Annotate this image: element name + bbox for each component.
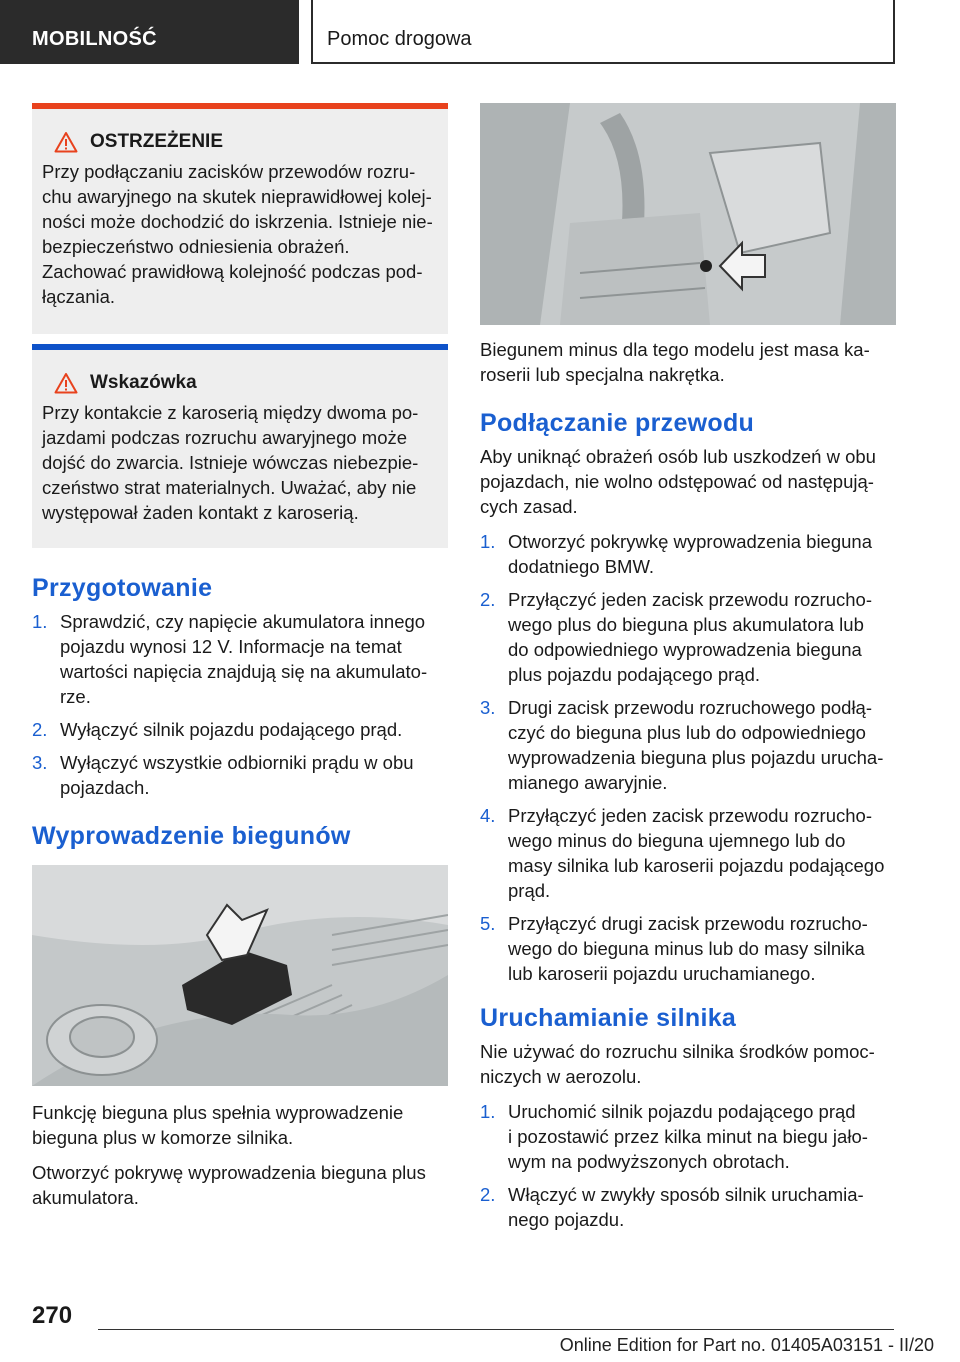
warning-triangle-icon [54, 131, 78, 153]
engine-bay-illustration [32, 865, 448, 1086]
left-column [32, 103, 448, 1210]
preparation-heading: Przygotowanie [32, 574, 213, 602]
edition-text: Online Edition for Part no. 01405A03151 - II/20 [559, 1335, 934, 1355]
chapter-label: Pomoc drogowa [327, 28, 472, 50]
list-item: 2. Włączyć w zwykły sposób silnik uruchamia- nego pojazdu. [480, 1184, 864, 1230]
starting-heading: Uruchamianie silnika [480, 1004, 737, 1032]
list-item: 4. Przyłączyć jeden zacisk przewodu rozrucho- wego minus do bieguna ujemnego lub do masy silnika lub karoserii pojazdu podającego prąd. [480, 805, 885, 901]
warning-box [32, 103, 448, 334]
negative-terminal-photo [480, 103, 896, 325]
list-item: 1. Otworzyć pokrywkę wyprowadzenia bieguna dodatniego BMW. [480, 531, 873, 577]
warning-triangle-icon [54, 372, 78, 394]
section-tab [0, 0, 299, 64]
terminals-para2: Otworzyć pokrywę wyprowadzenia bieguna plus akumulatora. [32, 1162, 426, 1208]
engine-bay-illustration [480, 103, 896, 325]
list-item: 1. Uruchomić silnik pojazdu podającego prąd i pozostawić przez kilka minut na biegu jało- wym na podwyższonych obrotach. [480, 1101, 868, 1172]
terminals-para1: Funkcję bieguna plus spełnia wyprowadzenie bieguna plus w komorze silnika. [32, 1102, 404, 1148]
list-item: 3. Drugi zacisk przewodu rozruchowego podłą- czyć do bieguna plus lub do odpowiedniego wyprowadzenia bieguna plus pojazdu urucha- mianego awaryjnie. [480, 697, 884, 793]
starting-steps [480, 1099, 896, 1232]
section-label: MOBILNOŚĆ [32, 28, 157, 50]
note-text: Przy kontakcie z karoserią między dwoma po- jazdami podczas rozruchu awaryjnego może dojść do zwarcia. Istnieje wówczas niebezpie- czeństwo strat materialnych. Uważać, aby nie występował żaden kontakt z karoserią. [42, 402, 419, 523]
list-item: 1. Sprawdzić, czy napięcie akumulatora innego pojazdu wynosi 12 V. Informacje na temat wartości napięcia znajdują się na akumulato- rze. [32, 611, 428, 707]
list-item: 5. Przyłączyć drugi zacisk przewodu rozrucho- wego do bieguna minus lub do masy silnika lub karoserii pojazdu uruchamianego. [480, 913, 868, 984]
minus-caption: Biegunem minus dla tego modelu jest masa ka- roserii lub specjalna nakrętka. [480, 339, 870, 385]
list-item: 2. Przyłączyć jeden zacisk przewodu rozrucho- wego plus do bieguna plus akumulatora lub do odpowiedniego wyprowadzenia bieguna plus pojazdu podającego prąd. [480, 589, 872, 685]
positive-terminal-photo [32, 865, 448, 1086]
page-number: 270 [32, 1302, 73, 1329]
warning-text: Przy podłączaniu zacisków przewodów rozru- chu awaryjnego na skutek nieprawidłowej kolej- ności może dochodzić do iskrzenia. Istnieje nie- bezpieczeństwo odniesienia obrażeń. Zachować prawidłową kolejność podczas pod- łączania. [42, 161, 433, 307]
warning-title-row [54, 131, 438, 153]
starting-intro: Nie używać do rozruchu silnika środków pomoc- niczych w aerozolu. [480, 1041, 875, 1087]
footer-divider [98, 1329, 894, 1330]
note-title-row [54, 372, 438, 394]
terminals-heading: Wyprowadzenie biegunów [32, 822, 351, 850]
list-item: 3. Wyłączyć wszystkie odbiorniki prądu w obu pojazdach. [32, 752, 414, 798]
list-item: 2. Wyłączyć silnik pojazdu podającego prąd. [32, 719, 403, 740]
connecting-intro: Aby uniknąć obrażeń osób lub uszkodzeń w obu pojazdach, nie wolno odstępować od następują- cych zasad. [480, 446, 876, 517]
connecting-heading: Podłączanie przewodu [480, 409, 755, 437]
right-column [480, 103, 896, 1240]
chapter-tab [311, 0, 895, 64]
warning-title: OSTRZEŻENIE [90, 131, 224, 152]
preparation-steps [32, 609, 448, 800]
connecting-steps [480, 529, 896, 986]
note-title: Wskazówka [90, 372, 197, 393]
note-box [32, 344, 448, 548]
